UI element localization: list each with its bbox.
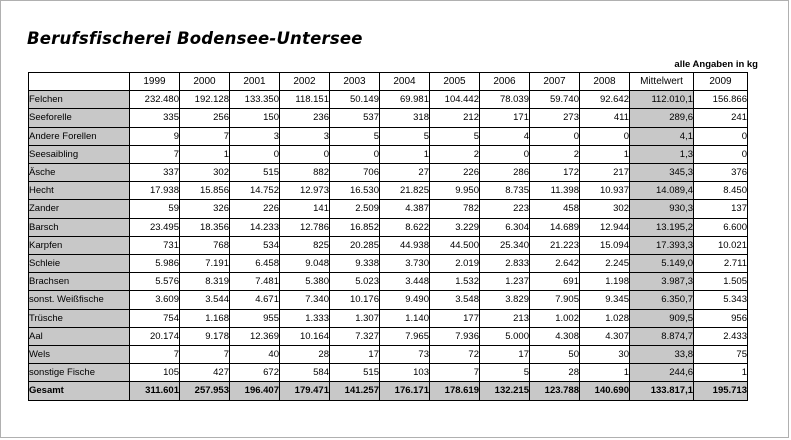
- row-label: Andere Forellen: [29, 127, 130, 145]
- table-row: [29, 309, 748, 327]
- cell-value: 411: [580, 109, 630, 127]
- cell-value: 3.829: [480, 291, 530, 309]
- cell-value: 16.530: [330, 182, 380, 200]
- header-cell-2009: 2009: [694, 73, 748, 91]
- table-row: [29, 109, 748, 127]
- cell-value: 2.833: [480, 255, 530, 273]
- header-cell-2004: 2004: [380, 73, 430, 91]
- cell-value: 5.000: [480, 327, 530, 345]
- cell-value: 1.333: [280, 309, 330, 327]
- cell-value: 177: [430, 309, 480, 327]
- cell-value: 273: [530, 109, 580, 127]
- cell-mean: 909,5: [630, 309, 694, 327]
- cell-value: 754: [130, 309, 180, 327]
- cell-value: 50.149: [330, 91, 380, 109]
- cell-value: 44.938: [380, 236, 430, 254]
- cell-last: 75: [694, 346, 748, 364]
- cell-value: 20.174: [130, 327, 180, 345]
- cell-value: 782: [430, 200, 480, 218]
- cell-value: 706: [330, 164, 380, 182]
- row-label: Barsch: [29, 218, 130, 236]
- cell-value: 16.852: [330, 218, 380, 236]
- cell-value: 825: [280, 236, 330, 254]
- row-label: sonst. Weißfische: [29, 291, 130, 309]
- cell-total: 178.619: [430, 382, 480, 400]
- cell-value: 11.398: [530, 182, 580, 200]
- cell-value: 0: [230, 145, 280, 163]
- cell-value: 44.500: [430, 236, 480, 254]
- cell-value: 1.168: [180, 309, 230, 327]
- cell-value: 9.345: [580, 291, 630, 309]
- cell-value: 217: [580, 164, 630, 182]
- cell-value: 534: [230, 236, 280, 254]
- cell-last: 8.450: [694, 182, 748, 200]
- cell-value: 1: [180, 145, 230, 163]
- cell-value: 1.140: [380, 309, 430, 327]
- cell-value: 236: [280, 109, 330, 127]
- catch-statistics-table: [28, 72, 748, 401]
- table-row: [29, 218, 748, 236]
- table-total-row: [29, 382, 748, 400]
- header-cell-2003: 2003: [330, 73, 380, 91]
- cell-last: 0: [694, 127, 748, 145]
- cell-value: 72: [430, 346, 480, 364]
- cell-value: 0: [580, 127, 630, 145]
- cell-value: 1.532: [430, 273, 480, 291]
- cell-last: 2.711: [694, 255, 748, 273]
- cell-total: 196.407: [230, 382, 280, 400]
- table-row: [29, 164, 748, 182]
- cell-value: 1.028: [580, 309, 630, 327]
- cell-total: 140.690: [580, 382, 630, 400]
- table-row: [29, 91, 748, 109]
- cell-value: 10.164: [280, 327, 330, 345]
- cell-total-mean: 133.817,1: [630, 382, 694, 400]
- cell-total: 179.471: [280, 382, 330, 400]
- cell-value: 20.285: [330, 236, 380, 254]
- cell-value: 12.973: [280, 182, 330, 200]
- cell-value: 17: [330, 346, 380, 364]
- cell-mean: 6.350,7: [630, 291, 694, 309]
- cell-mean: 3.987,3: [630, 273, 694, 291]
- cell-value: 427: [180, 364, 230, 382]
- cell-mean: 17.393,3: [630, 236, 694, 254]
- cell-value: 2.245: [580, 255, 630, 273]
- row-label: Hecht: [29, 182, 130, 200]
- cell-value: 192.128: [180, 91, 230, 109]
- cell-value: 69.981: [380, 91, 430, 109]
- cell-value: 17.938: [130, 182, 180, 200]
- cell-value: 92.642: [580, 91, 630, 109]
- cell-value: 10.937: [580, 182, 630, 200]
- cell-last: 241: [694, 109, 748, 127]
- table-body: [29, 91, 748, 400]
- header-cell-mittelwert: Mittelwert: [630, 73, 694, 91]
- row-label: Schleie: [29, 255, 130, 273]
- cell-value: 28: [530, 364, 580, 382]
- table-row: [29, 200, 748, 218]
- cell-value: 30: [580, 346, 630, 364]
- cell-value: 286: [480, 164, 530, 182]
- cell-value: 213: [480, 309, 530, 327]
- cell-last: 1.505: [694, 273, 748, 291]
- row-label: Seesaibling: [29, 145, 130, 163]
- cell-value: 3: [280, 127, 330, 145]
- row-label: Brachsen: [29, 273, 130, 291]
- cell-total: 257.953: [180, 382, 230, 400]
- cell-value: 7: [430, 364, 480, 382]
- cell-mean: 930,3: [630, 200, 694, 218]
- cell-value: 7.340: [280, 291, 330, 309]
- cell-value: 226: [230, 200, 280, 218]
- cell-value: 9.338: [330, 255, 380, 273]
- row-label: Aal: [29, 327, 130, 345]
- cell-value: 672: [230, 364, 280, 382]
- cell-mean: 244,6: [630, 364, 694, 382]
- cell-value: 731: [130, 236, 180, 254]
- cell-value: 5: [480, 364, 530, 382]
- cell-value: 3.544: [180, 291, 230, 309]
- cell-value: 4.387: [380, 200, 430, 218]
- cell-value: 103: [380, 364, 430, 382]
- cell-total: 176.171: [380, 382, 430, 400]
- cell-value: 171: [480, 109, 530, 127]
- table-row: [29, 273, 748, 291]
- page-title: Berufsfischerei Bodensee-Untersee: [27, 29, 363, 48]
- cell-value: 0: [530, 127, 580, 145]
- cell-last: 0: [694, 145, 748, 163]
- cell-value: 4: [480, 127, 530, 145]
- cell-mean: 33,8: [630, 346, 694, 364]
- cell-value: 3.229: [430, 218, 480, 236]
- cell-value: 17: [480, 346, 530, 364]
- cell-mean: 1,3: [630, 145, 694, 163]
- cell-value: 25.340: [480, 236, 530, 254]
- cell-value: 584: [280, 364, 330, 382]
- cell-mean: 4,1: [630, 127, 694, 145]
- cell-value: 14.689: [530, 218, 580, 236]
- cell-last: 1: [694, 364, 748, 382]
- cell-value: 8.319: [180, 273, 230, 291]
- header-cell-2002: 2002: [280, 73, 330, 91]
- table-row: [29, 182, 748, 200]
- row-label: Trüsche: [29, 309, 130, 327]
- cell-total: 141.257: [330, 382, 380, 400]
- cell-value: 5: [430, 127, 480, 145]
- cell-value: 3: [230, 127, 280, 145]
- cell-last: 10.021: [694, 236, 748, 254]
- cell-value: 4.308: [530, 327, 580, 345]
- table-row: [29, 127, 748, 145]
- cell-value: 27: [380, 164, 430, 182]
- cell-value: 4.671: [230, 291, 280, 309]
- cell-value: 5: [330, 127, 380, 145]
- cell-value: 9.950: [430, 182, 480, 200]
- cell-value: 5.986: [130, 255, 180, 273]
- cell-last: 6.600: [694, 218, 748, 236]
- cell-value: 150: [230, 109, 280, 127]
- cell-value: 3.730: [380, 255, 430, 273]
- cell-value: 7: [130, 346, 180, 364]
- cell-value: 3.609: [130, 291, 180, 309]
- header-cell-2005: 2005: [430, 73, 480, 91]
- row-label: Seeforelle: [29, 109, 130, 127]
- cell-value: 104.442: [430, 91, 480, 109]
- cell-value: 15.856: [180, 182, 230, 200]
- table-row: [29, 364, 748, 382]
- cell-value: 768: [180, 236, 230, 254]
- cell-value: 1: [380, 145, 430, 163]
- cell-mean: 289,6: [630, 109, 694, 127]
- cell-value: 7.936: [430, 327, 480, 345]
- row-label-total: Gesamt: [29, 382, 130, 400]
- cell-value: 882: [280, 164, 330, 182]
- cell-value: 515: [330, 364, 380, 382]
- cell-value: 40: [230, 346, 280, 364]
- row-label: Karpfen: [29, 236, 130, 254]
- cell-value: 12.786: [280, 218, 330, 236]
- row-label: sonstige Fische: [29, 364, 130, 382]
- cell-value: 232.480: [130, 91, 180, 109]
- cell-value: 3.448: [380, 273, 430, 291]
- cell-value: 12.369: [230, 327, 280, 345]
- cell-value: 335: [130, 109, 180, 127]
- cell-value: 59.740: [530, 91, 580, 109]
- header-cell-2007: 2007: [530, 73, 580, 91]
- cell-last: 2.433: [694, 327, 748, 345]
- row-label: Felchen: [29, 91, 130, 109]
- cell-value: 2.642: [530, 255, 580, 273]
- cell-value: 7.481: [230, 273, 280, 291]
- cell-value: 10.176: [330, 291, 380, 309]
- cell-value: 3.548: [430, 291, 480, 309]
- cell-value: 7: [180, 127, 230, 145]
- table-row: [29, 236, 748, 254]
- cell-value: 9.490: [380, 291, 430, 309]
- cell-value: 537: [330, 109, 380, 127]
- cell-mean: 8.874,7: [630, 327, 694, 345]
- cell-value: 59: [130, 200, 180, 218]
- header-cell-2000: 2000: [180, 73, 230, 91]
- cell-value: 21.825: [380, 182, 430, 200]
- cell-value: 2: [430, 145, 480, 163]
- cell-value: 8.735: [480, 182, 530, 200]
- cell-value: 23.495: [130, 218, 180, 236]
- cell-value: 73: [380, 346, 430, 364]
- table-row: [29, 327, 748, 345]
- cell-value: 515: [230, 164, 280, 182]
- cell-last: 5.343: [694, 291, 748, 309]
- row-label: Äsche: [29, 164, 130, 182]
- cell-value: 9.048: [280, 255, 330, 273]
- cell-value: 2.019: [430, 255, 480, 273]
- cell-value: 172: [530, 164, 580, 182]
- cell-value: 1.002: [530, 309, 580, 327]
- cell-last: 137: [694, 200, 748, 218]
- cell-value: 7.191: [180, 255, 230, 273]
- header-cell-2006: 2006: [480, 73, 530, 91]
- header-cell-species: [29, 73, 130, 91]
- table-row: [29, 255, 748, 273]
- cell-value: 7.905: [530, 291, 580, 309]
- table-row: [29, 346, 748, 364]
- cell-value: 1.237: [480, 273, 530, 291]
- cell-value: 7.327: [330, 327, 380, 345]
- cell-value: 118.151: [280, 91, 330, 109]
- cell-value: 212: [430, 109, 480, 127]
- row-label: Wels: [29, 346, 130, 364]
- cell-last: 956: [694, 309, 748, 327]
- cell-value: 14.752: [230, 182, 280, 200]
- cell-value: 4.307: [580, 327, 630, 345]
- unit-note: alle Angaben in kg: [674, 59, 758, 70]
- header-cell-2008: 2008: [580, 73, 630, 91]
- cell-value: 6.458: [230, 255, 280, 273]
- cell-value: 141: [280, 200, 330, 218]
- cell-last: 156.866: [694, 91, 748, 109]
- table-header-row: [29, 73, 748, 91]
- cell-value: 105: [130, 364, 180, 382]
- cell-value: 1.198: [580, 273, 630, 291]
- cell-value: 1: [580, 364, 630, 382]
- cell-mean: 13.195,2: [630, 218, 694, 236]
- cell-value: 15.094: [580, 236, 630, 254]
- cell-value: 1.307: [330, 309, 380, 327]
- cell-mean: 345,3: [630, 164, 694, 182]
- cell-value: 0: [480, 145, 530, 163]
- cell-value: 5: [380, 127, 430, 145]
- cell-value: 9: [130, 127, 180, 145]
- header-cell-1999: 1999: [130, 73, 180, 91]
- table-row: [29, 145, 748, 163]
- cell-mean: 112.010,1: [630, 91, 694, 109]
- cell-value: 691: [530, 273, 580, 291]
- cell-value: 1: [580, 145, 630, 163]
- cell-value: 6.304: [480, 218, 530, 236]
- table-header: [29, 73, 748, 91]
- cell-value: 458: [530, 200, 580, 218]
- cell-total: 123.788: [530, 382, 580, 400]
- cell-value: 2: [530, 145, 580, 163]
- cell-last: 376: [694, 164, 748, 182]
- cell-value: 326: [180, 200, 230, 218]
- cell-value: 955: [230, 309, 280, 327]
- cell-value: 5.023: [330, 273, 380, 291]
- cell-value: 12.944: [580, 218, 630, 236]
- cell-value: 7: [180, 346, 230, 364]
- cell-value: 9.178: [180, 327, 230, 345]
- cell-value: 7.965: [380, 327, 430, 345]
- cell-value: 226: [430, 164, 480, 182]
- cell-value: 18.356: [180, 218, 230, 236]
- cell-value: 7: [130, 145, 180, 163]
- row-label: Zander: [29, 200, 130, 218]
- cell-value: 318: [380, 109, 430, 127]
- cell-value: 2.509: [330, 200, 380, 218]
- cell-value: 50: [530, 346, 580, 364]
- cell-value: 5.380: [280, 273, 330, 291]
- table-row: [29, 291, 748, 309]
- cell-value: 302: [580, 200, 630, 218]
- cell-mean: 14.089,4: [630, 182, 694, 200]
- cell-value: 5.576: [130, 273, 180, 291]
- cell-value: 337: [130, 164, 180, 182]
- cell-value: 0: [280, 145, 330, 163]
- cell-total: 311.601: [130, 382, 180, 400]
- cell-value: 223: [480, 200, 530, 218]
- cell-value: 8.622: [380, 218, 430, 236]
- cell-value: 28: [280, 346, 330, 364]
- cell-value: 133.350: [230, 91, 280, 109]
- cell-value: 78.039: [480, 91, 530, 109]
- cell-total: 132.215: [480, 382, 530, 400]
- cell-value: 14.233: [230, 218, 280, 236]
- cell-value: 256: [180, 109, 230, 127]
- cell-total-last: 195.713: [694, 382, 748, 400]
- cell-value: 21.223: [530, 236, 580, 254]
- cell-value: 302: [180, 164, 230, 182]
- cell-mean: 5.149,0: [630, 255, 694, 273]
- cell-value: 0: [330, 145, 380, 163]
- header-cell-2001: 2001: [230, 73, 280, 91]
